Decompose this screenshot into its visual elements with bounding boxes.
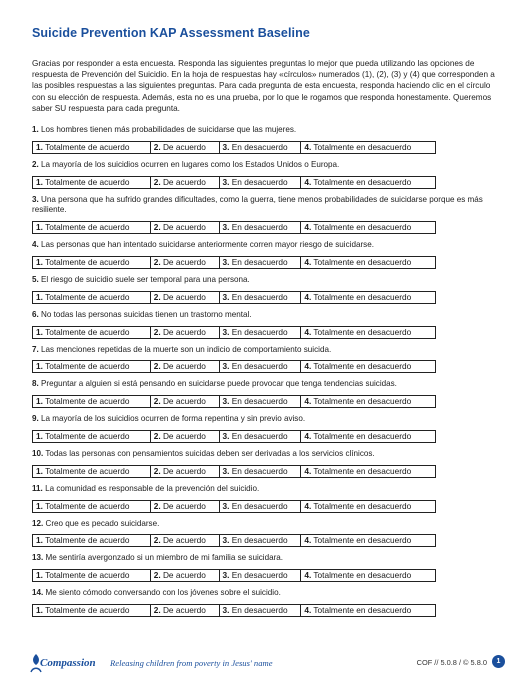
question-label: Las personas que han intentado suicidarse anteriormente corren mayor riesgo de suicidarse.	[41, 240, 374, 250]
answer-option-4[interactable]	[301, 292, 435, 303]
answer-option-3[interactable]	[220, 177, 302, 188]
option-label: Totalmente en desacuerdo	[313, 465, 412, 476]
option-number: 4.	[304, 570, 312, 581]
option-label: En desacuerdo	[231, 604, 288, 615]
answer-option-4[interactable]	[301, 501, 435, 512]
option-number: 3.	[222, 430, 230, 441]
question-label: Los hombres tienen más probabilidades de suicidarse que las mujeres.	[41, 125, 297, 134]
option-label: En desacuerdo	[231, 396, 288, 407]
question-text	[32, 195, 502, 217]
question-text	[32, 345, 502, 356]
option-number: 4.	[304, 396, 312, 407]
question-text	[32, 310, 502, 321]
question-item	[32, 310, 502, 339]
question-number: 8.	[32, 379, 39, 389]
answer-option-2[interactable]	[151, 292, 220, 303]
answer-option-2[interactable]	[151, 142, 220, 153]
option-number: 3.	[222, 535, 230, 546]
question-number: 10.	[32, 448, 44, 458]
question-text	[32, 125, 502, 136]
option-label: De acuerdo	[162, 291, 206, 302]
answer-option-1[interactable]	[33, 605, 151, 616]
option-label: De acuerdo	[162, 570, 206, 581]
question-number: 7.	[32, 344, 39, 354]
question-label: Me sentiría avergonzado si un miembro de mi familia se suicidara.	[45, 553, 284, 563]
answer-options	[32, 534, 436, 547]
answer-option-4[interactable]	[301, 327, 435, 338]
answer-option-3[interactable]	[220, 466, 302, 477]
question-number: 11.	[32, 483, 43, 493]
answer-option-4[interactable]	[301, 570, 435, 581]
option-number: 1.	[36, 535, 43, 546]
option-number: 1.	[36, 256, 43, 267]
option-number: 1.	[36, 604, 43, 615]
option-number: 2.	[153, 500, 161, 511]
option-label: Totalmente de acuerdo	[45, 291, 130, 302]
option-label: Totalmente en desacuerdo	[313, 361, 412, 372]
option-label: Totalmente de acuerdo	[45, 176, 130, 187]
option-number: 1.	[36, 326, 43, 337]
answer-option-3[interactable]	[220, 605, 302, 616]
page-number-badge: 1	[492, 655, 505, 668]
option-number: 2.	[153, 570, 161, 581]
answer-options	[32, 395, 436, 408]
answer-options	[32, 291, 436, 304]
answer-options	[32, 256, 436, 269]
answer-option-3[interactable]	[220, 570, 302, 581]
question-label: Las menciones repetidas de la muerte son un indicio de comportamiento suicida.	[41, 344, 332, 354]
question-number: 5.	[32, 274, 39, 284]
answer-option-1[interactable]	[33, 361, 151, 372]
answer-options	[32, 221, 436, 234]
answer-options	[32, 430, 436, 443]
option-number: 3.	[222, 396, 230, 407]
option-label: Totalmente de acuerdo	[45, 500, 130, 511]
question-label: La comunidad es responsable de la prevención del suicidio.	[45, 483, 260, 493]
option-number: 3.	[222, 465, 230, 476]
question-text	[32, 553, 502, 564]
option-label: En desacuerdo	[231, 361, 288, 372]
answer-option-4[interactable]	[301, 361, 435, 372]
option-number: 2.	[153, 222, 161, 233]
option-label: Totalmente de acuerdo	[45, 535, 130, 546]
option-number: 1.	[36, 396, 43, 407]
question-item	[32, 449, 502, 478]
option-number: 2.	[153, 535, 161, 546]
option-number: 2.	[153, 291, 161, 302]
option-label: Totalmente en desacuerdo	[313, 176, 412, 187]
option-number: 4.	[304, 222, 312, 233]
option-number: 1.	[36, 500, 43, 511]
option-label: De acuerdo	[162, 430, 206, 441]
option-number: 1.	[36, 361, 43, 372]
option-number: 1.	[36, 291, 43, 302]
question-label: La mayoría de los suicidios ocurren en lugares como los Estados Unidos o Europa.	[41, 159, 340, 169]
answer-option-4[interactable]	[301, 177, 435, 188]
document-title: Suicide Prevention KAP Assessment Baseline	[32, 26, 310, 40]
option-number: 2.	[153, 396, 161, 407]
option-number: 3.	[222, 326, 230, 337]
option-number: 3.	[222, 500, 230, 511]
option-number: 1.	[36, 141, 43, 152]
answer-option-1[interactable]	[33, 501, 151, 512]
option-number: 3.	[222, 141, 230, 152]
answer-option-2[interactable]	[151, 177, 220, 188]
question-label: No todas las personas suicidas tienen un trastorno mental.	[41, 309, 252, 319]
document-code: COF // 5.0.8 / © 5.8.0	[416, 658, 487, 667]
option-label: Totalmente de acuerdo	[45, 326, 130, 337]
option-label: Totalmente en desacuerdo	[313, 535, 412, 546]
question-item	[32, 345, 502, 374]
option-number: 4.	[304, 176, 312, 187]
option-label: De acuerdo	[162, 141, 206, 152]
answer-option-4[interactable]	[301, 605, 435, 616]
answer-option-4[interactable]	[301, 142, 435, 153]
option-label: En desacuerdo	[231, 291, 288, 302]
answer-option-1[interactable]	[33, 222, 151, 233]
answer-option-3[interactable]	[220, 142, 302, 153]
answer-option-1[interactable]	[33, 177, 151, 188]
question-text	[32, 379, 502, 390]
option-label: Totalmente en desacuerdo	[313, 256, 412, 267]
answer-option-2[interactable]	[151, 222, 220, 233]
question-item	[32, 160, 502, 189]
option-label: Totalmente en desacuerdo	[313, 326, 412, 337]
option-number: 4.	[304, 141, 312, 152]
option-label: Totalmente en desacuerdo	[313, 430, 412, 441]
option-label: Totalmente en desacuerdo	[313, 396, 412, 407]
option-label: De acuerdo	[162, 256, 206, 267]
option-label: Totalmente en desacuerdo	[313, 222, 412, 233]
question-item	[32, 414, 502, 443]
option-label: Totalmente de acuerdo	[45, 570, 130, 581]
option-label: En desacuerdo	[231, 141, 288, 152]
option-number: 4.	[304, 291, 312, 302]
answer-options	[32, 326, 436, 339]
answer-option-2[interactable]	[151, 605, 220, 616]
option-label: De acuerdo	[162, 222, 206, 233]
compassion-logo	[30, 652, 273, 674]
answer-option-3[interactable]	[220, 327, 302, 338]
option-number: 2.	[153, 361, 161, 372]
answer-option-3[interactable]	[220, 361, 302, 372]
option-label: Totalmente de acuerdo	[45, 604, 130, 615]
option-label: Totalmente en desacuerdo	[313, 141, 412, 152]
option-number: 2.	[153, 430, 161, 441]
answer-options	[32, 569, 436, 582]
answer-option-1[interactable]	[33, 327, 151, 338]
question-number: 6.	[32, 309, 39, 319]
question-number: 4.	[32, 240, 39, 250]
question-number: 3.	[32, 194, 39, 204]
answer-option-4[interactable]	[301, 396, 435, 407]
option-label: De acuerdo	[162, 396, 206, 407]
option-label: Totalmente de acuerdo	[45, 141, 130, 152]
option-label: De acuerdo	[162, 326, 206, 337]
intro-paragraph: Gracias por responder a esta encuesta. Responda las siguientes preguntas lo mejor que pueda utilizando las opciones de respuesta de Prevención del Suicidio. En la hoja de respuestas hay «círculos» numerados (1), (2), (3) y (4) que corresponden a las posibles respuestas a las siguientes preguntas. Para cada pregunta de esta encuesta, responda haciendo clic en el círculo con su elección de respuesta. Además, esta no es una prueba, por lo que le rogamos que responda honestamente. Queremos saber SU respuesta para cada pregunta.	[32, 59, 495, 113]
question-number: 2.	[32, 159, 39, 169]
option-label: Totalmente en desacuerdo	[313, 570, 412, 581]
option-number: 3.	[222, 570, 230, 581]
option-number: 2.	[153, 256, 161, 267]
answer-option-2[interactable]	[151, 466, 220, 477]
answer-options	[32, 360, 436, 373]
option-number: 4.	[304, 256, 312, 267]
option-number: 4.	[304, 604, 312, 615]
question-label: Me siento cómodo conversando con los jóvenes sobre el suicidio.	[45, 588, 281, 598]
answer-option-4[interactable]	[301, 431, 435, 442]
option-number: 1.	[36, 222, 43, 233]
question-item	[32, 240, 502, 269]
answer-option-1[interactable]	[33, 431, 151, 442]
option-label: De acuerdo	[162, 361, 206, 372]
answer-option-3[interactable]	[220, 501, 302, 512]
option-label: De acuerdo	[162, 465, 206, 476]
question-text	[32, 240, 502, 251]
logo-tagline: Releasing children from poverty in Jesus' name	[110, 658, 273, 668]
question-number: 1.	[32, 125, 39, 134]
answer-option-3[interactable]	[220, 257, 302, 268]
option-number: 4.	[304, 361, 312, 372]
option-label: Totalmente de acuerdo	[45, 430, 130, 441]
option-label: En desacuerdo	[231, 222, 288, 233]
option-label: En desacuerdo	[231, 535, 288, 546]
answer-options	[32, 176, 436, 189]
option-number: 4.	[304, 326, 312, 337]
question-number: 14.	[32, 588, 44, 598]
question-item	[32, 553, 502, 582]
option-number: 3.	[222, 256, 230, 267]
option-number: 4.	[304, 500, 312, 511]
option-number: 3.	[222, 176, 230, 187]
answer-option-2[interactable]	[151, 396, 220, 407]
question-item	[32, 519, 502, 548]
option-number: 2.	[153, 326, 161, 337]
question-item	[32, 484, 502, 513]
question-label: Una persona que ha sufrido grandes dificultades, como la guerra, tiene menos probabilidades de suicidarse porque es más resiliente.	[32, 194, 483, 215]
answer-option-2[interactable]	[151, 501, 220, 512]
answer-option-2[interactable]	[151, 570, 220, 581]
option-label: Totalmente de acuerdo	[45, 396, 130, 407]
option-label: En desacuerdo	[231, 176, 288, 187]
answer-option-4[interactable]	[301, 466, 435, 477]
answer-option-1[interactable]	[33, 396, 151, 407]
answer-option-3[interactable]	[220, 431, 302, 442]
answer-option-3[interactable]	[220, 292, 302, 303]
question-text	[32, 519, 502, 530]
answer-options	[32, 141, 436, 154]
answer-option-1[interactable]	[33, 257, 151, 268]
logo-brand-text: Compassion	[40, 657, 96, 669]
option-label: En desacuerdo	[231, 465, 288, 476]
question-label: La mayoría de los suicidios ocurren de forma repentina y sin previo aviso.	[41, 414, 306, 424]
option-label: Totalmente de acuerdo	[45, 222, 130, 233]
option-label: Totalmente en desacuerdo	[313, 500, 412, 511]
answer-option-2[interactable]	[151, 361, 220, 372]
option-label: En desacuerdo	[231, 570, 288, 581]
answer-option-3[interactable]	[220, 222, 302, 233]
question-text	[32, 449, 502, 460]
option-label: De acuerdo	[162, 500, 206, 511]
answer-option-4[interactable]	[301, 257, 435, 268]
option-number: 3.	[222, 291, 230, 302]
answer-option-1[interactable]	[33, 466, 151, 477]
option-number: 2.	[153, 465, 161, 476]
option-number: 2.	[153, 141, 161, 152]
option-label: De acuerdo	[162, 535, 206, 546]
option-label: En desacuerdo	[231, 256, 288, 267]
answer-option-1[interactable]	[33, 570, 151, 581]
option-number: 3.	[222, 361, 230, 372]
option-number: 1.	[36, 176, 43, 187]
option-label: En desacuerdo	[231, 430, 288, 441]
question-list	[32, 125, 502, 617]
question-item	[32, 275, 502, 304]
answer-option-2[interactable]	[151, 327, 220, 338]
answer-option-4[interactable]	[301, 222, 435, 233]
question-item	[32, 588, 502, 617]
question-label: Preguntar a alguien si está pensando en suicidarse puede provocar que tenga tendencias suicidas.	[41, 379, 397, 389]
question-item	[32, 125, 502, 154]
question-number: 12.	[32, 518, 44, 528]
option-label: Totalmente en desacuerdo	[313, 291, 412, 302]
answer-option-1[interactable]	[33, 535, 151, 546]
option-label: Totalmente de acuerdo	[45, 465, 130, 476]
answer-option-1[interactable]	[33, 142, 151, 153]
option-label: Totalmente de acuerdo	[45, 361, 130, 372]
answer-options	[32, 500, 436, 513]
question-text	[32, 414, 502, 425]
option-label: De acuerdo	[162, 604, 206, 615]
option-number: 3.	[222, 222, 230, 233]
question-item	[32, 379, 502, 408]
answer-option-3[interactable]	[220, 396, 302, 407]
option-label: Totalmente de acuerdo	[45, 256, 130, 267]
question-item	[32, 195, 502, 235]
option-number: 1.	[36, 430, 43, 441]
question-number: 13.	[32, 553, 44, 563]
option-number: 4.	[304, 535, 312, 546]
answer-option-2[interactable]	[151, 535, 220, 546]
answer-options	[32, 604, 436, 617]
option-number: 4.	[304, 430, 312, 441]
option-number: 1.	[36, 465, 43, 476]
question-text	[32, 588, 502, 599]
option-label: En desacuerdo	[231, 326, 288, 337]
answer-option-2[interactable]	[151, 257, 220, 268]
page-footer	[30, 652, 505, 674]
question-label: El riesgo de suicidio suele ser temporal para una persona.	[41, 274, 250, 284]
question-text	[32, 275, 502, 286]
question-label: Todas las personas con pensamientos suicidas deben ser derivadas a los servicios clínicos.	[45, 448, 375, 458]
question-text	[32, 160, 502, 171]
answer-option-1[interactable]	[33, 292, 151, 303]
option-label: De acuerdo	[162, 176, 206, 187]
question-label: Creo que es pecado suicidarse.	[45, 518, 160, 528]
option-number: 3.	[222, 604, 230, 615]
answer-options	[32, 465, 436, 478]
answer-option-2[interactable]	[151, 431, 220, 442]
option-label: En desacuerdo	[231, 500, 288, 511]
answer-option-3[interactable]	[220, 535, 302, 546]
option-label: Totalmente en desacuerdo	[313, 604, 412, 615]
option-number: 1.	[36, 570, 43, 581]
option-number: 2.	[153, 604, 161, 615]
option-number: 4.	[304, 465, 312, 476]
question-text	[32, 484, 502, 495]
question-number: 9.	[32, 414, 39, 424]
answer-option-4[interactable]	[301, 535, 435, 546]
option-number: 2.	[153, 176, 161, 187]
